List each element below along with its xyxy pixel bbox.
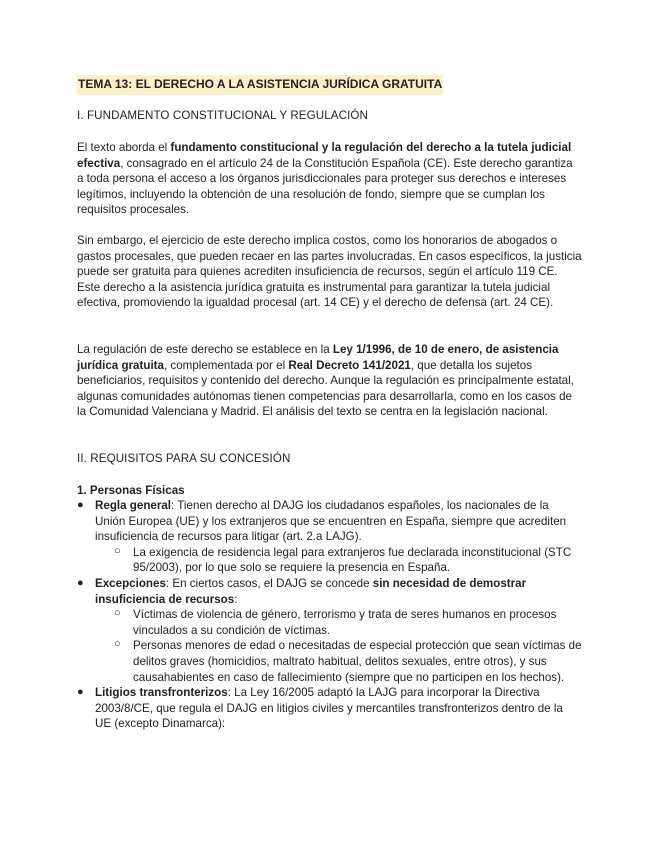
subheading-personas-fisicas: 1. Personas Físicas	[77, 484, 185, 497]
list-item-excepciones	[57, 576, 582, 607]
decree-reference: Real Decreto 141/2021	[288, 358, 411, 372]
paragraph-costos: Sin embargo, el ejercicio de este derecho implica costos, como los honorarios de abogados o gastos procesales, que pueden recaer en las partes involucradas. En casos específicos, la justicia puede ser gratuita para quienes acrediten insuficiencia de recursos, según el artículo 119 CE. Este derecho a la asistencia jurídica gratuita es instrumental para garantizar la tutela judicial efectiva, promoviendo la igualdad procesal (art. 14 CE) y el derecho de defensa (art. 24 CE).	[77, 234, 582, 310]
list-item-text: : La Ley 16/2005 adaptó la LAJG para incorporar la Directiva 2003/8/CE, que regula el DAJG en litigios civiles y mercantiles transfronterizos dentro de la UE (excepto Dinamarca):	[95, 686, 563, 731]
list-item-label: Litigios transfronterizos	[95, 686, 228, 700]
hollow-bullet-icon: ○	[114, 607, 121, 620]
paragraph-text: , consagrado en el artículo 24 de la Constitución Española (CE). Este derecho garantiza a toda persona el acceso a los órganos jurisdiccionales para proteger sus derechos e intereses legítimos, incluyendo la obtención de una resolución de fondo, siempre que se cumplan los requisitos procesales.	[77, 156, 573, 217]
paragraph-bold-text: fundamento constitucional y la regulación del derecho a la tutela judicial efectiva	[77, 141, 572, 170]
paragraph-text: , complementada por el	[163, 358, 289, 372]
sub-list-item	[57, 638, 582, 685]
list-item-text: La exigencia de residencia legal para extranjeros fue declarada inconstitucional (STC 95/2003), por lo que solo se requiere la presencia en España.	[133, 545, 572, 575]
sub-list-item	[57, 607, 582, 638]
section-heading-fundamento: I. FUNDAMENTO CONSTITUCIONAL Y REGULACIÓN	[77, 109, 368, 122]
hollow-bullet-icon: ○	[114, 544, 121, 557]
bullet-icon: ●	[77, 499, 84, 511]
bullet-icon: ●	[77, 686, 84, 699]
bullet-icon: ●	[77, 576, 84, 589]
paragraph-fundamento	[77, 140, 582, 218]
paragraph-text: La regulación de este derecho se establece en la	[77, 343, 333, 356]
list-item-text: :	[234, 592, 238, 606]
list-item-label: Regla general	[95, 499, 172, 512]
sub-list-item	[57, 545, 582, 576]
paragraph-regulacion	[77, 342, 582, 420]
list-item-text: Víctimas de violencia de género, terrorismo y trata de seres humanos en procesos vinculados a su condición de víctimas.	[133, 608, 557, 637]
list-item-regla-general	[57, 498, 582, 545]
page-title: TEMA 13: EL DERECHO A LA ASISTENCIA JURÍDICA GRATUITA	[77, 75, 443, 95]
paragraph-text: , que detalla los sujetos beneficiarios, requisitos y contenido del derecho. Aunque la regulación es principalmente estatal, algunas comunidades autónomas tienen competencias para desarrollarla, como en los casos de la Comunidad Valenciana y Madrid. El análisis del texto se centra en la legislación nacional.	[77, 358, 574, 419]
list-item-litigios	[57, 685, 582, 732]
list-item-text: : En ciertos casos, el DAJG se concede	[165, 576, 373, 590]
list-item-text: : Tienen derecho al DAJG los ciudadanos españoles, los nacionales de la Unión Europea (UE) y los extranjeros que se encuentren en España, siempre que acrediten insuficiencia de recursos para litigar (art. 2.a LAJG).	[95, 499, 567, 544]
requisitos-list	[57, 498, 582, 732]
list-item-bold-text: sin necesidad de demostrar insuficiencia de recursos	[95, 576, 527, 606]
list-item-text: Personas menores de edad o necesitadas de especial protección que sean víctimas de delitos graves (homicidios, maltrato habitual, delitos sexuales, entre otros), y sus causahabientes en caso de fallecimiento (siempre que no participen en los hechos).	[133, 639, 582, 684]
list-item-label: Excepciones	[95, 576, 166, 590]
law-reference: Ley 1/1996, de 10 de enero, de asistencia jurídica gratuita	[77, 343, 559, 372]
section-heading-requisitos: II. REQUISITOS PARA SU CONCESIÓN	[77, 452, 291, 465]
hollow-bullet-icon: ○	[114, 638, 121, 651]
paragraph-text: El texto aborda el	[77, 141, 171, 154]
